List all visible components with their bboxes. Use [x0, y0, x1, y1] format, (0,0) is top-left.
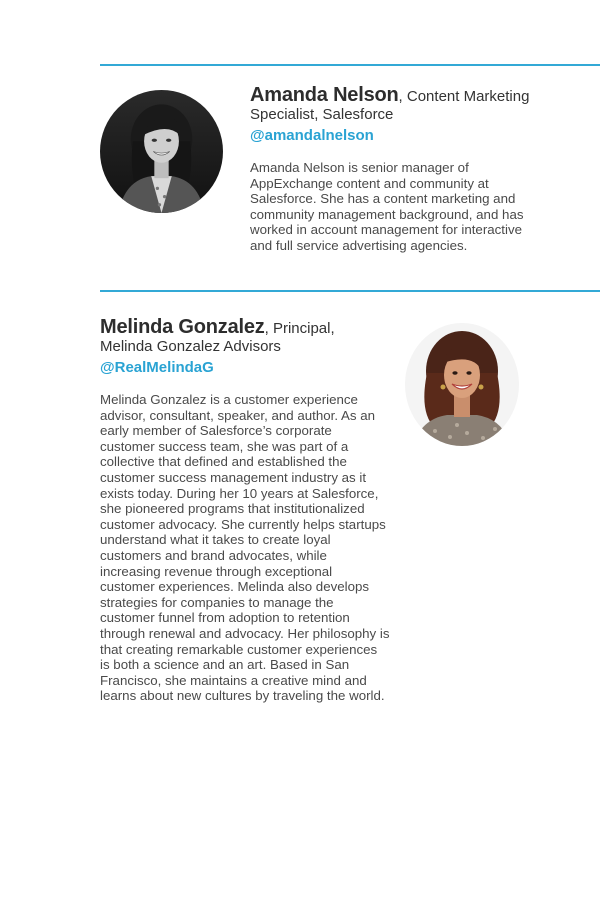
speaker-title: , Principal, Melinda Gonzalez Advisors: [100, 320, 335, 355]
top-divider: [100, 64, 600, 66]
speaker-heading: [100, 318, 390, 356]
portrait-photo: [405, 323, 519, 446]
speaker-card-amanda: [250, 86, 540, 254]
speaker-heading: [250, 86, 540, 124]
speaker-handle-link[interactable]: @RealMelindaG: [100, 359, 214, 376]
speaker-card-melinda: [100, 318, 390, 704]
avatar-melinda-gonzalez: [405, 323, 519, 446]
speaker-bio: Melinda Gonzalez is a customer experience advisor, consultant, speaker, and author. As an early member of Salesforce’s corporate customer success team, she was part of a collective that defined and established the customer success management industry as it exists today. During her 10 years at Salesforce, she pioneered programs that institutionalized customer advocacy. She currently helps startups understand what it takes to create loyal customers and brand advocates, while increasing revenue through exceptional customer experiences. Melinda also develops strategies for companies to manage the customer funnel from adoption to retention through renewal and advocacy. Her philosophy is that creating remarkable customer experiences is both a science and an art. Based in San Francisco, she maintains a creative mind and learns about new cultures by traveling the world.: [100, 392, 390, 704]
avatar-amanda-nelson: [100, 90, 223, 213]
speaker-name: Melinda Gonzalez: [100, 316, 265, 338]
section-divider: [100, 290, 600, 292]
speaker-name: Amanda Nelson: [250, 84, 399, 106]
speaker-handle-link[interactable]: @amandalnelson: [250, 127, 374, 144]
speaker-title: , Content Marketing Specialist, Salesforce: [250, 88, 530, 123]
portrait-photo: [100, 90, 223, 213]
speaker-bio: Amanda Nelson is senior manager of AppExchange content and community at Salesforce. She has a content marketing and community management background, and has worked in account management for interactive and full service advertising agencies.: [250, 160, 524, 253]
